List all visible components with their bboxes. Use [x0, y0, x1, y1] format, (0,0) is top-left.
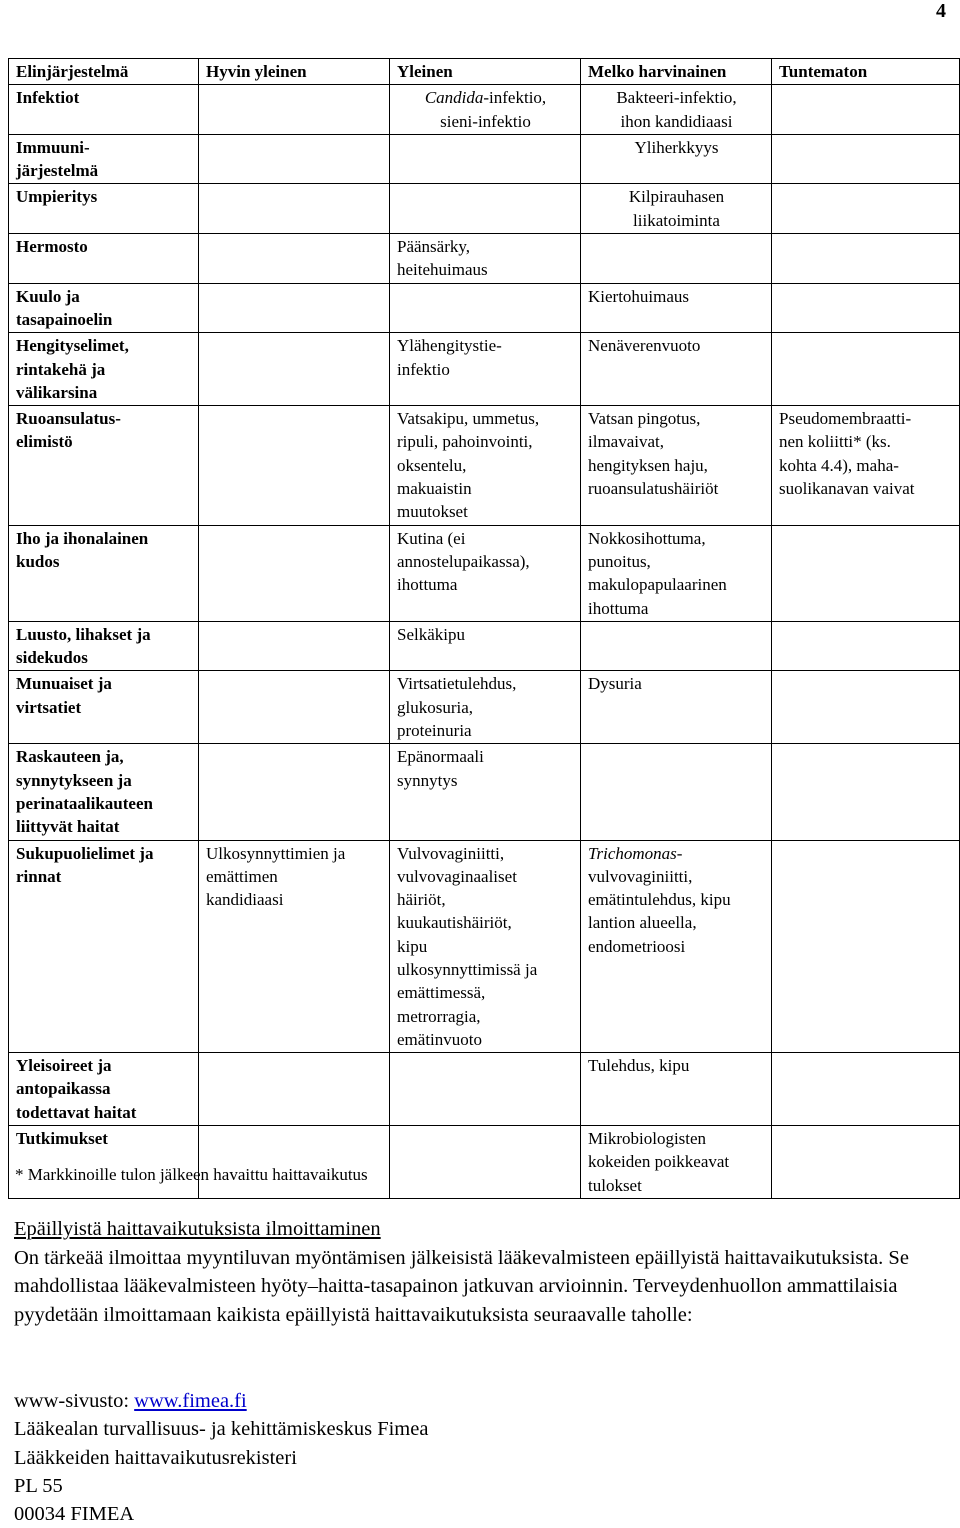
- cell-unknown: [772, 283, 960, 333]
- italic-term: Candida: [424, 88, 484, 108]
- cell-common: Selkäkipu: [390, 621, 581, 671]
- cell-unknown: [772, 671, 960, 744]
- cell-unknown: [772, 1053, 960, 1126]
- cell-unknown: [772, 1126, 960, 1199]
- cell-very-common: [199, 1126, 390, 1199]
- table-row: [9, 406, 960, 525]
- header-common: Yleinen: [390, 59, 581, 85]
- cell-very-common: [199, 621, 390, 671]
- cell-common: Ylähengitystie- infektio: [390, 333, 581, 406]
- cell-organ-system: Immuuni- järjestelmä: [9, 134, 199, 184]
- table-row: [9, 1126, 960, 1199]
- table-row: [9, 333, 960, 406]
- cell-uncommon: Vatsan pingotus, ilmavaivat, hengityksen haju, ruoansulatushäiriöt: [581, 406, 772, 525]
- reporting-heading: Epäillyistä haittavaikutuksista ilmoittaminen: [14, 1218, 381, 1240]
- website-link[interactable]: www.fimea.fi: [134, 1390, 247, 1412]
- cell-organ-system: Hermosto: [9, 234, 199, 284]
- header-organ-system: Elinjärjestelmä: [9, 59, 199, 85]
- website-line: [14, 1387, 428, 1415]
- cell-uncommon: Nokkosihottuma, punoitus, makulopapulaarinen ihottuma: [581, 525, 772, 621]
- cell-very-common: [199, 283, 390, 333]
- table-body: [9, 85, 960, 1199]
- cell-organ-system: Iho ja ihonalainen kudos: [9, 525, 199, 621]
- table-row: [9, 283, 960, 333]
- cell-uncommon: [581, 744, 772, 840]
- cell-uncommon: Mikrobiologisten kokeiden poikkeavat tulokset: [581, 1126, 772, 1199]
- cell-organ-system: Yleisoireet ja antopaikassa todettavat haitat: [9, 1053, 199, 1126]
- cell-uncommon: Kiertohuimaus: [581, 283, 772, 333]
- cell-organ-system: Raskauteen ja, synnytykseen ja perinataalikauteen liittyvät haitat: [9, 744, 199, 840]
- cell-common: Vulvovaginiitti, vulvovaginaaliset häiriöt, kuukautishäiriöt, kipu ulkosynnyttimissä ja emättimessä, metrorragia, emätinvuoto: [390, 840, 581, 1053]
- cell-organ-system: Hengityselimet, rintakehä ja välikarsina: [9, 333, 199, 406]
- website-label: www-sivusto:: [14, 1390, 135, 1412]
- table-row: [9, 234, 960, 284]
- cell-unknown: [772, 85, 960, 135]
- cell-uncommon: Kilpirauhasen liikatoiminta: [581, 184, 772, 234]
- header-unknown: Tuntematon: [772, 59, 960, 85]
- table-row: [9, 621, 960, 671]
- organization-name: Lääkealan turvallisuus- ja kehittämiskeskus Fimea: [14, 1418, 429, 1441]
- header-very-common: Hyvin yleinen: [199, 59, 390, 85]
- cell-uncommon: Dysuria: [581, 671, 772, 744]
- cell-common: [390, 283, 581, 333]
- cell-uncommon: Bakteeri-infektio, ihon kandidiaasi: [581, 85, 772, 135]
- postal-address: 00034 FIMEA: [14, 1503, 135, 1526]
- cell-common: Epänormaali synnytys: [390, 744, 581, 840]
- cell-uncommon: Trichomonas- vulvovaginiitti, emätintulehdus, kipu lantion alueella, endometrioosi: [581, 840, 772, 1053]
- cell-uncommon: [581, 621, 772, 671]
- cell-very-common: [199, 744, 390, 840]
- cell-organ-system: Luusto, lihakset ja sidekudos: [9, 621, 199, 671]
- cell-very-common: [199, 333, 390, 406]
- footnote: * Markkinoille tulon jälkeen havaittu haittavaikutus: [15, 1165, 368, 1184]
- italic-term: Trichomonas: [588, 843, 677, 863]
- cell-unknown: [772, 184, 960, 234]
- cell-unknown: [772, 234, 960, 284]
- cell-very-common: Ulkosynnyttimien ja emättimen kandidiaasi: [199, 840, 390, 1053]
- reporting-paragraph: On tärkeää ilmoittaa myyntiluvan myöntämisen jälkeisistä lääkevalmisteen epäillyistä haittavaikutuksista. Se mahdollistaa lääkevalmisteen hyöty–haitta-tasapainon jatkuvan arvioinnin. Terveydenhuollon ammattilaisia pyydetään ilmoittamaan kaikista epäillyistä haittavaikutuksista seuraavalle taholle:: [14, 1246, 909, 1326]
- cell-very-common: [199, 406, 390, 525]
- cell-common: Virtsatietulehdus, glukosuria, proteinuria: [390, 671, 581, 744]
- table-row: [9, 134, 960, 184]
- cell-organ-system: Infektiot: [9, 85, 199, 135]
- cell-unknown: [772, 840, 960, 1053]
- cell-common: Päänsärky, heitehuimaus: [390, 234, 581, 284]
- table-row: [9, 525, 960, 621]
- cell-unknown: [772, 134, 960, 184]
- adverse-effects-table: [8, 58, 960, 1199]
- cell-common: Candida-infektio, sieni-infektio: [390, 85, 581, 135]
- cell-very-common: [199, 85, 390, 135]
- reporting-section: [14, 1215, 944, 1329]
- cell-very-common: [199, 1053, 390, 1126]
- cell-organ-system: Sukupuolielimet ja rinnat: [9, 840, 199, 1053]
- cell-very-common: [199, 234, 390, 284]
- cell-organ-system: Tutkimukset: [9, 1126, 199, 1199]
- cell-unknown: [772, 525, 960, 621]
- table-row: [9, 1053, 960, 1126]
- cell-common: [390, 184, 581, 234]
- cell-organ-system: Munuaiset ja virtsatiet: [9, 671, 199, 744]
- cell-uncommon: Yliherkkyys: [581, 134, 772, 184]
- table-row: [9, 85, 960, 135]
- cell-very-common: [199, 184, 390, 234]
- table-header-row: [9, 59, 960, 85]
- cell-common: [390, 1053, 581, 1126]
- po-box: PL 55: [14, 1474, 63, 1497]
- table-row: [9, 184, 960, 234]
- cell-common: Kutina (ei annostelupaikassa), ihottuma: [390, 525, 581, 621]
- table-row: [9, 840, 960, 1053]
- cell-unknown: [772, 621, 960, 671]
- registry-name: Lääkkeiden haittavaikutusrekisteri: [14, 1446, 297, 1469]
- contact-block: [14, 1387, 428, 1528]
- cell-uncommon: [581, 234, 772, 284]
- cell-very-common: [199, 525, 390, 621]
- cell-very-common: [199, 671, 390, 744]
- cell-organ-system: Ruoansulatus- elimistö: [9, 406, 199, 525]
- cell-common: Vatsakipu, ummetus, ripuli, pahoinvointi, oksentelu, makuaistin muutokset: [390, 406, 581, 525]
- table-row: [9, 744, 960, 840]
- cell-unknown: [772, 333, 960, 406]
- page-number: 4: [936, 0, 946, 22]
- header-uncommon: Melko harvinainen: [581, 59, 772, 85]
- cell-organ-system: Umpieritys: [9, 184, 199, 234]
- cell-common: [390, 134, 581, 184]
- cell-uncommon: Nenäverenvuoto: [581, 333, 772, 406]
- cell-unknown: Pseudomembraatti- nen koliitti* (ks. kohta 4.4), maha- suolikanavan vaivat: [772, 406, 960, 525]
- cell-organ-system: Kuulo ja tasapainoelin: [9, 283, 199, 333]
- cell-very-common: [199, 134, 390, 184]
- cell-common: [390, 1126, 581, 1199]
- cell-unknown: [772, 744, 960, 840]
- table-row: [9, 671, 960, 744]
- cell-uncommon: Tulehdus, kipu: [581, 1053, 772, 1126]
